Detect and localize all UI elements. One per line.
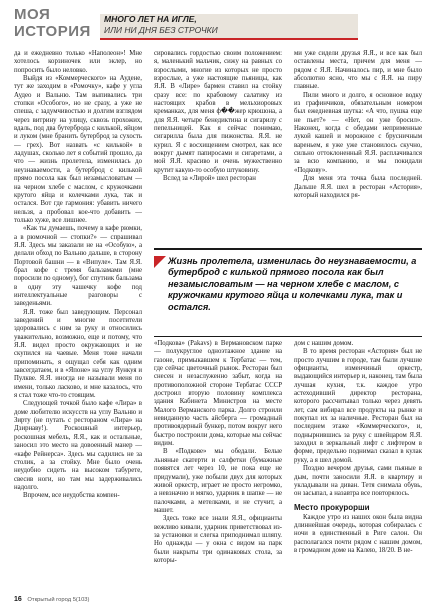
paragraph: В то время ресторан «Астория» был не просто лучшим в городе, там были лучшие официанты, изменчиный оркестр, выдающийся интерьер и, наконец, там была лучшая кухня, т.к. каждое утро астеходивший директор ресторана, которого рассчитывал только через девять лет, сам вибирал все продукты на рынке и покупал их за наличные. Ресторан был на последнем этаже «Коммерческого», и, поднырнившись за руку с швейцаром Я.Я. заходил в зеркальный лифт с лифтером в форме, предельно поднимал сказал в кулак руку, а я шел домой. [294,348,422,464]
paragraph: Выйдя из «Коммерческого» на Аудене, тут же заходим в «Ромочку», кафе у угла Аудео и Вальню. Там выпивались три стопки «Особого», но не сразу, а уже не спеша, с задумчивостью и долгим взглядом через витрину на улицу, сквозь прохожих, вдаль, под два бутерброда с килькой, яйцом и луком (мне бранить бутерброд за сухость — грех). Вот назвать «с килькой» в ладушах, сколько лет я событий прошло, да что — жизнь пролетела, изменилась до неузнаваемости, а бутерброд с килькой прямо посола как был незамысловатым — на черном хлебе с маслом, с кружочками крутого яйца и колечками лука, так и остался. Вот где гармония: убавить ничего нельзя, а пробовал кое-что добавить — только хуже, все лишнее. [14,75,142,224]
page-header [0,0,436,50]
paragraph: дом с нашим домом. [294,340,354,347]
text-column-2-lower [154,340,282,582]
page-footer [14,596,422,608]
page-number: 16 [14,596,22,603]
paragraph: Впрочем, все неудобства компен- [23,492,120,500]
paragraph: Поздно вечером друзья, сами пьяные в дым, почти заносили Я.Я. в квартиру и укладывали на диван. Тетя снимала обувь, он засыпал, а назавтра все повторялось. [294,465,422,498]
paragraph: Для меня эта точка была последней. Дальше Я.Я. шел в ресторан «Астория», который находился ря- [294,175,422,199]
pull-quote [154,248,422,337]
section-subheading: Место прокурорши [294,502,370,512]
paragraph: да и ежедневно только «Наполеон»! Мне хотелось корзиночек или эклер, но попросить было неловко. [14,50,142,74]
paragraph: Я.Я. тоже был заведующим. Персонал заведений и многие посетители здоровались с ним за руку и относились уважительно, возможно, еще и потому, что Я.Я. видел просто окружающих и не скупился на чаевые. Меня тоже начали припоминать, я ощущал себя как одним завсегдатаем, и в «Японе» на углу Яункуя и Пулкве. Я.Я. иногда не называли меня по имени, только ласково, и мне казалось, что я стал тоже что-то стоящим. [14,308,142,400]
paragraph: Вслед за «Лирой» шел ресторан [163,175,256,183]
pull-quote-text: Жизнь пролетела, изменилась до неузнаваемости, а бутерброд с килькой прямого посола как был незамысловатым — на черном хлебе с маслом, с кружочками крутого яйца и колечками лука, так и остался. [168,256,417,312]
issue-label: Открытый город 5(103) [27,597,90,603]
section-rubric: МОЯ ИСТОРИЯ [14,6,91,40]
text-column-3 [294,50,422,246]
paragraph: «Подкова» (Pakavs) в Вермановском парке — полукруглое одноэтажное здание на газоне, примыкавшем к Тербатас — тем, где сейчас цветочный рынок. Ресторан был снесен и незаслуженно забыт, когда на противоположной стороне Тербатас СССР достроил вторую половину комплекса здания Кабинета Министров на месте Малого Верманского парка. Долго строили невиданную часть айсберга — громадный противоядерный бункер, потом вокруг него быстро построили дома, которые мы сейчас видим. [154,340,282,448]
paragraph: Каждое утро из наших окон была видна длиннейшая очередь, которая собиралась с ночи в единственный в Риге салон. Он располагался почти рядом с нашим домом, в громадном доме на Калею, 18/20. В не- [294,513,422,554]
quote-marker-icon [154,256,166,268]
article-subtitle: ИЛИ НИ ДНЯ БЕЗ СТРОЧКИ [104,25,218,35]
article-title-main: МНОГО ЛЕТ НА ИГЛЕ, [104,14,197,24]
paragraph: ми уже сидели друзья Я.Я., и все как был оставлены места, причем для меня — рядом с Я.Я. Начиналось пир, и мне было абсолютно ясно, что мы с Я.Я. на пиру главные. [294,50,422,91]
text-column-2 [154,50,282,246]
paragraph: Пили много и долго, я основное водку из графинчиков, обязательным номером был ежедневная шутка: «А что, пушка еще не пьет?» — «Нет, он уже бросил». Наконец, когда с обедами неприменные лукой кашей и морожное с брусничным вареньем, я уже уже становилось скучно, сильно оттоклоненный Я.Я. расплачивался за всю компанию, и мы покидали «Подкову». [294,91,422,174]
paragraph: Следующей точкой было кафе «Лира» в доме любителю искусств на углу Вальню и Зирту (не путать с рестораном «Лира» на Дзирнаву!). Роскошный интерьер, роскошная мебель, Я.Я., как и остальные, заносил это место на довоенный манер — «кафе Рейнерса». Здесь мы садились не за столик, а за стойку. Мне было очень неудобно сидеть на высоком табурете, свесив ноги, но там мы задерживались надолго. [14,400,142,491]
article-title [104,14,354,36]
paragraph: В «Подкове» мы обедали. Белые льняные скатерти и салфетки (бумажные появятся лет через 10, не пока еще не придумали), уже побыли двух для которых живой оркестр, играет не просто негромко, а невзначно и мягко, ударник в шапке — не палочками, а метелками, и не стучит, а машет. [154,448,282,514]
paragraph: «Как ты думаешь, почему в кафе рюмки, а в рюмочной — стопки?» — спрашивал Я.Я. Здесь мы заказали не на «Особую», а делали обход по Вальню дальше, в сторону Портовой башни — в «Випуле». Там Я.Я. брал кофе с тремя бальзамами (мне поросили по одному), бог спутник бальзама в одну эту чашечку кофе под интеллектуальные разговоры с заведеньями. [14,225,142,308]
paragraph: сировались гордостью своим положением: я, маленький мальчик, сижу на равных со взрослыми, многие из которых не просто взрослые, а уже настоящие пьяницы, как Я.Я. В «Лире» бармен ставил на стойку сразу все: по крабовому салатику из настоящих крабов в мельхиоровых креманках, для меня ф��жер крюшона, а для Я.Я. четыре бенедиктина и сигарилу с пепельницей. Как я сейчас понимаю, сигарилла была для пижонства. Я.Я. не курил. Я с восхищением смотрел, как все вокруг дымят папиросами и сигаретами, а мой Я.Я. красиво и очень мужественно крутит какую-то особую штуковину. [154,50,282,174]
text-column-1 [14,50,142,582]
paragraph: Здесь тоже все знали Я.Я., официанты вежливо кивали, ударник приветствовал из-за установки и слегка приподнимал шляпу. Но однажды — у окна с видом на парк были накрыты три одинаковых стола, за которы- [154,515,282,564]
text-column-3-lower [294,340,422,582]
